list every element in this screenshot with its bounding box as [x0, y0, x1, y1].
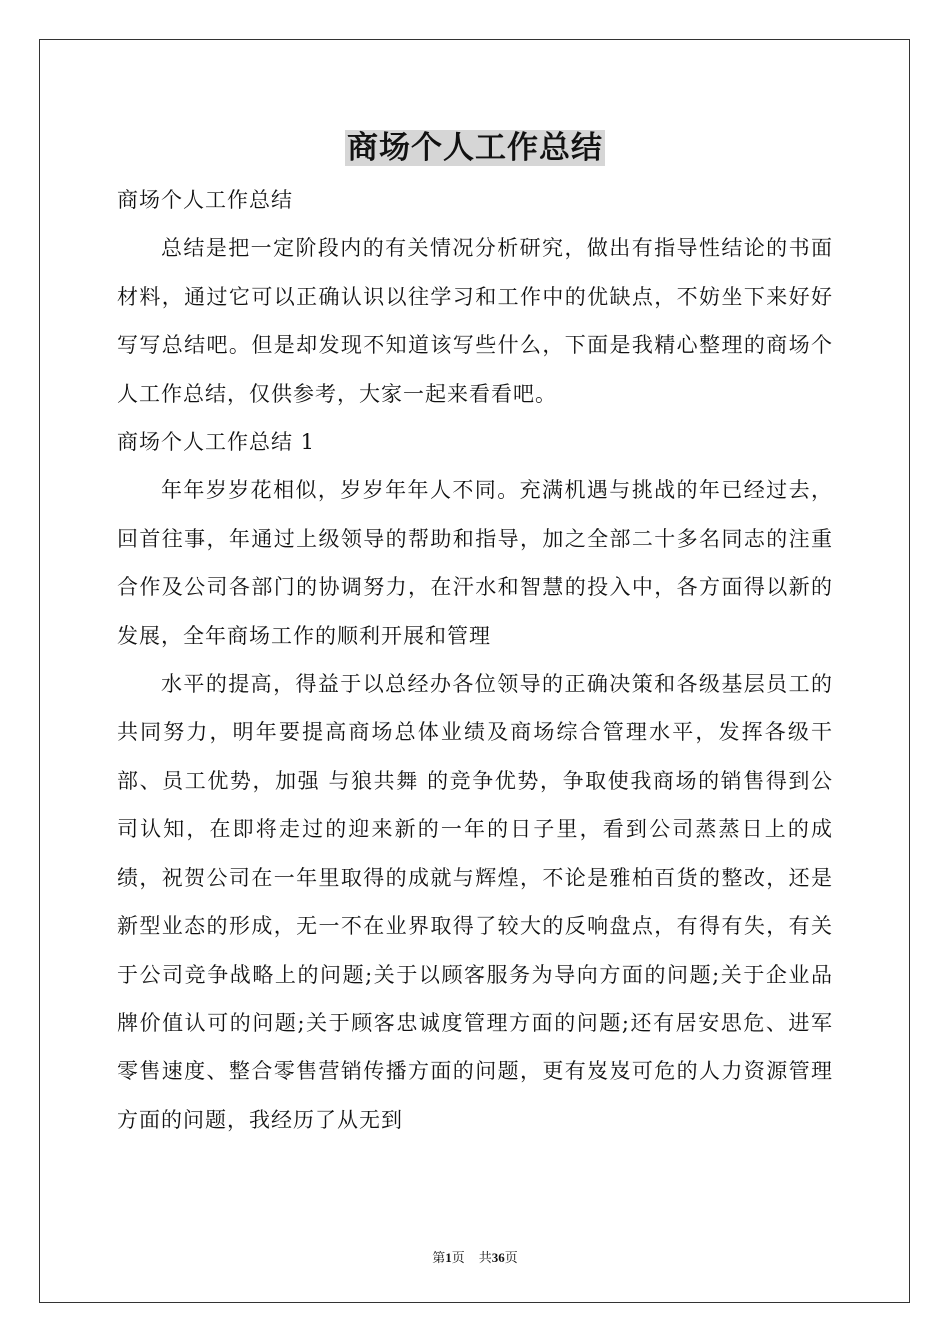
- paragraph-subtitle: 商场个人工作总结: [117, 188, 293, 212]
- footer-total-pages: 36: [491, 1250, 505, 1265]
- footer-total-prefix: 共: [478, 1250, 492, 1265]
- page-footer: [0, 1249, 950, 1267]
- footer-page-prefix: 第: [432, 1250, 446, 1265]
- paragraph-intro: 总结是把一定阶段内的有关情况分析研究，做出有指导性结论的书面材料，通过它可以正确认识以往学习和工作中的优缺点，不妨坐下来好好写写总结吧。但是却发现不知道该写些什么，下面是我精心整理的商场个人工作总结，仅供参考，大家一起来看看吧。: [117, 236, 833, 406]
- footer-page-number: 1: [445, 1250, 452, 1265]
- paragraph-section-heading: 商场个人工作总结 1: [117, 430, 316, 455]
- footer-total-suffix: 页: [504, 1250, 518, 1265]
- paragraph-body-2: 水平的提高，得益于以总经办各位领导的正确决策和各级基层员工的共同努力，明年要提高商场总体业绩及商场综合管理水平，发挥各级干部、员工优势，加强 与狼共舞 的竞争优势，争取使我商场的销售得到公司认知，在即将走过的迎来新的一年的日子里，看到公司蒸蒸日上的成绩，祝贺公司在一年里取得的成就与辉煌，不论是雅柏百货的整改，还是新型业态的形成，无一不在业界取得了较大的反响盘点，有得有失，有关于公司竞争战略上的问题;关于以顾客服务为导向方面的问题;关于企业品牌价值认可的问题;关于顾客忠诚度管理方面的问题;还有居安思危、进军零售速度、整合零售营销传播方面的问题，更有岌岌可危的人力资源管理方面的问题，我经历了从无到: [117, 672, 833, 1132]
- document-title: [0, 124, 950, 172]
- footer-page-suffix: 页: [451, 1250, 465, 1265]
- paragraph-body-1: 年年岁岁花相似，岁岁年年人不同。充满机遇与挑战的年已经过去，回首往事，年通过上级领导的帮助和指导，加之全部二十多名同志的注重合作及公司各部门的协调努力，在汗水和智慧的投入中，各方面得以新的发展，全年商场工作的顺利开展和管理: [117, 478, 833, 648]
- document-body: [117, 176, 833, 1144]
- document-title-text: 商场个人工作总结: [347, 130, 603, 166]
